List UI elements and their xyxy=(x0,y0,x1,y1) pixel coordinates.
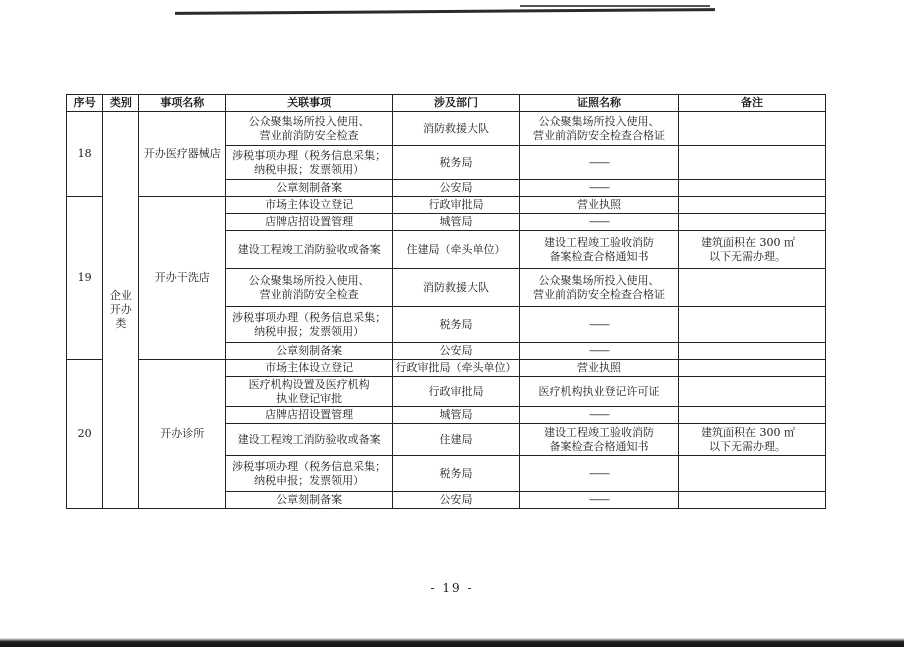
related-matter-cell-line1: 市场主体设立登记 xyxy=(265,198,354,211)
related-matter-cell xyxy=(226,492,393,509)
related-matter-cell-line2: 营业前消防安全检查 xyxy=(259,287,359,301)
scan-artifact-line xyxy=(520,5,710,7)
matters-table xyxy=(66,94,826,509)
department-cell: 城管局 xyxy=(393,214,520,231)
seq-cell: 19 xyxy=(67,197,103,360)
related-matter-cell-line2: 执业登记审批 xyxy=(276,391,343,405)
certificate-cell-line1: —— xyxy=(588,317,609,331)
note-cell xyxy=(679,424,826,456)
related-matter-cell xyxy=(226,146,393,180)
note-cell xyxy=(679,269,826,307)
note-line1: 建筑面积在 300 ㎡ xyxy=(701,235,795,249)
department-cell: 城管局 xyxy=(393,407,520,424)
table-row xyxy=(67,112,826,146)
header-category: 类别 xyxy=(103,95,139,112)
certificate-cell xyxy=(519,269,678,307)
certificate-cell xyxy=(519,343,678,360)
certificate-cell-line2: 营业前消防安全检查合格证 xyxy=(532,128,665,142)
department-cell: 公安局 xyxy=(393,180,520,197)
related-matter-cell-line1: 涉税事项办理（税务信息采集； xyxy=(232,310,387,324)
department-cell: 行政审批局（牵头单位） xyxy=(393,360,520,377)
related-matter-cell-line1: 公章刻制备案 xyxy=(276,344,343,357)
related-matter-cell xyxy=(226,407,393,424)
department-cell: 行政审批局 xyxy=(393,197,520,214)
related-matter-cell-line1: 市场主体设立登记 xyxy=(265,361,354,374)
header-item: 事项名称 xyxy=(139,95,226,112)
note-cell xyxy=(679,492,826,509)
department-cell: 税务局 xyxy=(393,456,520,492)
related-matter-cell-line1: 店牌店招设置管理 xyxy=(265,408,354,421)
certificate-cell-line2: 营业前消防安全检查合格证 xyxy=(532,287,665,301)
note-cell xyxy=(679,180,826,197)
department-cell: 公安局 xyxy=(393,343,520,360)
certificate-cell xyxy=(519,424,678,456)
department-cell: 住建局（牵头单位） xyxy=(393,231,520,269)
certificate-cell xyxy=(519,231,678,269)
related-matter-cell-line2: 纳税申报；发票领用） xyxy=(254,473,365,487)
certificate-cell-line1: —— xyxy=(588,181,609,194)
table-header-row xyxy=(67,95,826,112)
note-cell xyxy=(679,407,826,424)
category-label-line1: 企业 xyxy=(109,289,132,302)
department-cell: 公安局 xyxy=(393,492,520,509)
related-matter-cell xyxy=(226,112,393,146)
related-matter-cell-line1: 涉税事项办理（税务信息采集； xyxy=(232,148,387,162)
certificate-cell xyxy=(519,180,678,197)
certificate-cell xyxy=(519,407,678,424)
header-seq: 序号 xyxy=(67,95,103,112)
certificate-cell-line1: 营业执照 xyxy=(576,361,621,374)
certificate-cell-line1: —— xyxy=(588,155,609,169)
related-matter-cell xyxy=(226,231,393,269)
related-matter-cell-line1: 建设工程竣工消防验收或备案 xyxy=(237,242,381,256)
related-matter-cell-line1: 公章刻制备案 xyxy=(276,181,343,194)
certificate-cell xyxy=(519,112,678,146)
certificate-cell-line1: —— xyxy=(588,493,609,506)
note-cell xyxy=(679,146,826,180)
category-label-line2: 开办类 xyxy=(109,303,132,330)
related-matter-cell xyxy=(226,307,393,343)
certificate-cell xyxy=(519,492,678,509)
related-matter-cell xyxy=(226,360,393,377)
department-cell: 消防救援大队 xyxy=(393,269,520,307)
related-matter-cell xyxy=(226,343,393,360)
scan-artifact-line xyxy=(175,8,715,15)
related-matter-cell-line1: 医疗机构设置及医疗机构 xyxy=(248,377,370,391)
note-cell xyxy=(679,197,826,214)
certificate-cell-line1: 建设工程竣工验收消防 xyxy=(543,425,654,439)
note-line2: 以下无需办理。 xyxy=(709,249,786,263)
department-cell: 消防救援大队 xyxy=(393,112,520,146)
seq-cell: 20 xyxy=(67,360,103,509)
related-matter-cell-line1: 公众聚集场所投入使用、 xyxy=(248,273,370,287)
header-related: 关联事项 xyxy=(226,95,393,112)
related-matter-cell xyxy=(226,424,393,456)
note-cell xyxy=(679,360,826,377)
certificate-cell-line1: —— xyxy=(588,344,609,357)
related-matter-cell-line1: 公众聚集场所投入使用、 xyxy=(248,114,370,128)
note-cell xyxy=(679,377,826,407)
related-matter-cell xyxy=(226,456,393,492)
certificate-cell-line1: 医疗机构执业登记许可证 xyxy=(538,384,660,398)
page-number: - 19 - xyxy=(430,581,474,595)
item-name-cell: 开办干洗店 xyxy=(139,197,226,360)
related-matter-cell-line1: 公章刻制备案 xyxy=(276,493,343,506)
note-line2: 以下无需办理。 xyxy=(709,439,786,453)
certificate-cell xyxy=(519,307,678,343)
note-cell xyxy=(679,231,826,269)
department-cell: 税务局 xyxy=(393,146,520,180)
related-matter-cell xyxy=(226,269,393,307)
department-cell: 住建局 xyxy=(393,424,520,456)
related-matter-cell-line1: 涉税事项办理（税务信息采集； xyxy=(232,459,387,473)
table-row xyxy=(67,360,826,377)
header-note: 备注 xyxy=(679,95,826,112)
certificate-cell-line1: —— xyxy=(588,466,609,480)
note-line1: 建筑面积在 300 ㎡ xyxy=(701,425,795,439)
table-row xyxy=(67,197,826,214)
related-matter-cell xyxy=(226,214,393,231)
note-cell xyxy=(679,343,826,360)
related-matter-cell-line1: 建设工程竣工消防验收或备案 xyxy=(237,432,381,446)
related-matter-cell-line2: 纳税申报；发票领用） xyxy=(254,162,365,176)
department-cell: 税务局 xyxy=(393,307,520,343)
header-cert: 证照名称 xyxy=(519,95,678,112)
related-matter-cell xyxy=(226,197,393,214)
related-matter-cell-line2: 纳税申报；发票领用） xyxy=(254,324,365,338)
related-matter-cell xyxy=(226,180,393,197)
seq-cell: 18 xyxy=(67,112,103,197)
certificate-cell xyxy=(519,214,678,231)
note-cell xyxy=(679,307,826,343)
related-matter-cell xyxy=(226,377,393,407)
certificate-cell-line1: 公众聚集场所投入使用、 xyxy=(538,273,660,287)
certificate-cell-line1: 营业执照 xyxy=(576,198,621,211)
certificate-cell-line1: 建设工程竣工验收消防 xyxy=(543,235,654,249)
related-matter-cell-line2: 营业前消防安全检查 xyxy=(259,128,359,142)
related-matter-cell-line1: 店牌店招设置管理 xyxy=(265,215,354,228)
scan-artifact-bar xyxy=(0,638,904,647)
certificate-cell-line1: —— xyxy=(588,408,609,421)
certificate-cell-line2: 备案检查合格通知书 xyxy=(549,439,649,453)
certificate-cell xyxy=(519,146,678,180)
certificate-cell xyxy=(519,197,678,214)
certificate-cell-line1: 公众聚集场所投入使用、 xyxy=(538,114,660,128)
category-cell xyxy=(103,112,139,509)
certificate-cell xyxy=(519,360,678,377)
department-cell: 行政审批局 xyxy=(393,377,520,407)
note-cell xyxy=(679,456,826,492)
certificate-cell-line1: —— xyxy=(588,215,609,228)
header-dept: 涉及部门 xyxy=(393,95,520,112)
note-cell xyxy=(679,214,826,231)
certificate-cell xyxy=(519,377,678,407)
item-name-cell: 开办医疗器械店 xyxy=(139,112,226,197)
item-name-cell: 开办诊所 xyxy=(139,360,226,509)
certificate-cell xyxy=(519,456,678,492)
note-cell xyxy=(679,112,826,146)
certificate-cell-line2: 备案检查合格通知书 xyxy=(549,249,649,263)
